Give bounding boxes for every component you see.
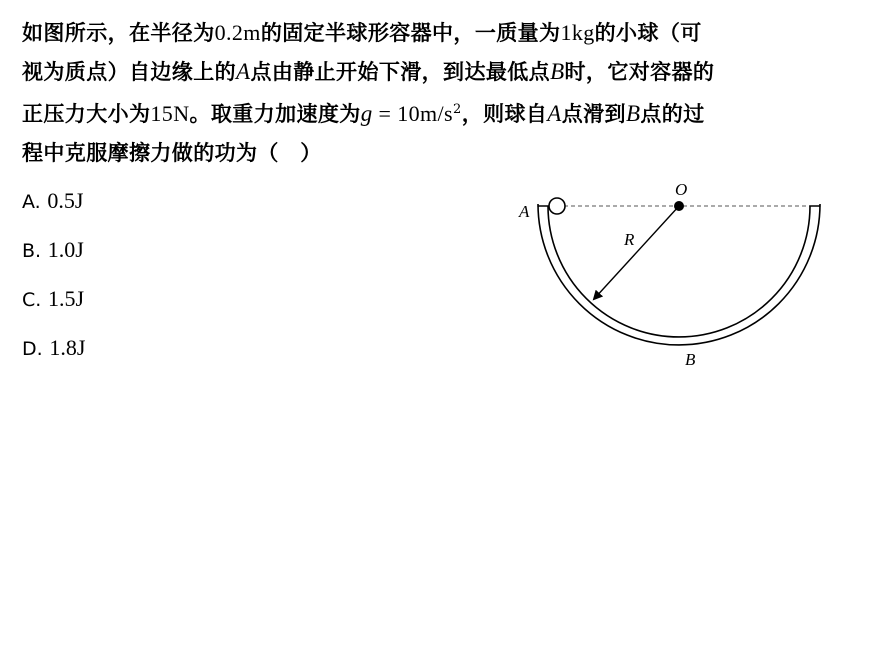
label-a: A [519,202,530,221]
option-letter: A. [22,191,41,213]
option-value: 1.0J [47,237,84,262]
option-value: 1.5J [48,286,85,311]
option-letter: C. [22,289,42,311]
label-b: B [685,350,696,369]
option-d[interactable] [22,330,85,379]
answer-options [22,183,85,379]
option-c[interactable] [22,281,85,330]
question-text [22,14,882,172]
radius-arrow [594,206,679,299]
ball [549,198,565,214]
option-letter: B. [22,240,42,262]
question-line-2: 视为质点）自边缘上的A点由静止开始下滑，到达最低点B时，它对容器的 [22,58,715,84]
option-value: 0.5J [47,188,84,213]
question-line-4: 程中克服摩擦力做的功为（ ） [22,139,322,165]
label-r: R [624,230,635,249]
question-line-3: 正压力大小为15N。取重力加速度为$g = 10m/s^2$，则球自A点滑到B点的过 [22,101,705,126]
option-a[interactable] [22,183,85,232]
label-o: O [675,180,688,199]
hemisphere-container [538,204,820,345]
option-letter: D. [22,338,43,360]
hemisphere-figure [510,175,840,379]
option-b[interactable] [22,232,85,281]
hemisphere-diagram [510,175,840,375]
option-value: 1.8J [49,335,86,360]
question-line-1: 如图所示，在半径为0.2m的固定半球形容器中，一质量为1kg的小球（可 [22,20,702,45]
